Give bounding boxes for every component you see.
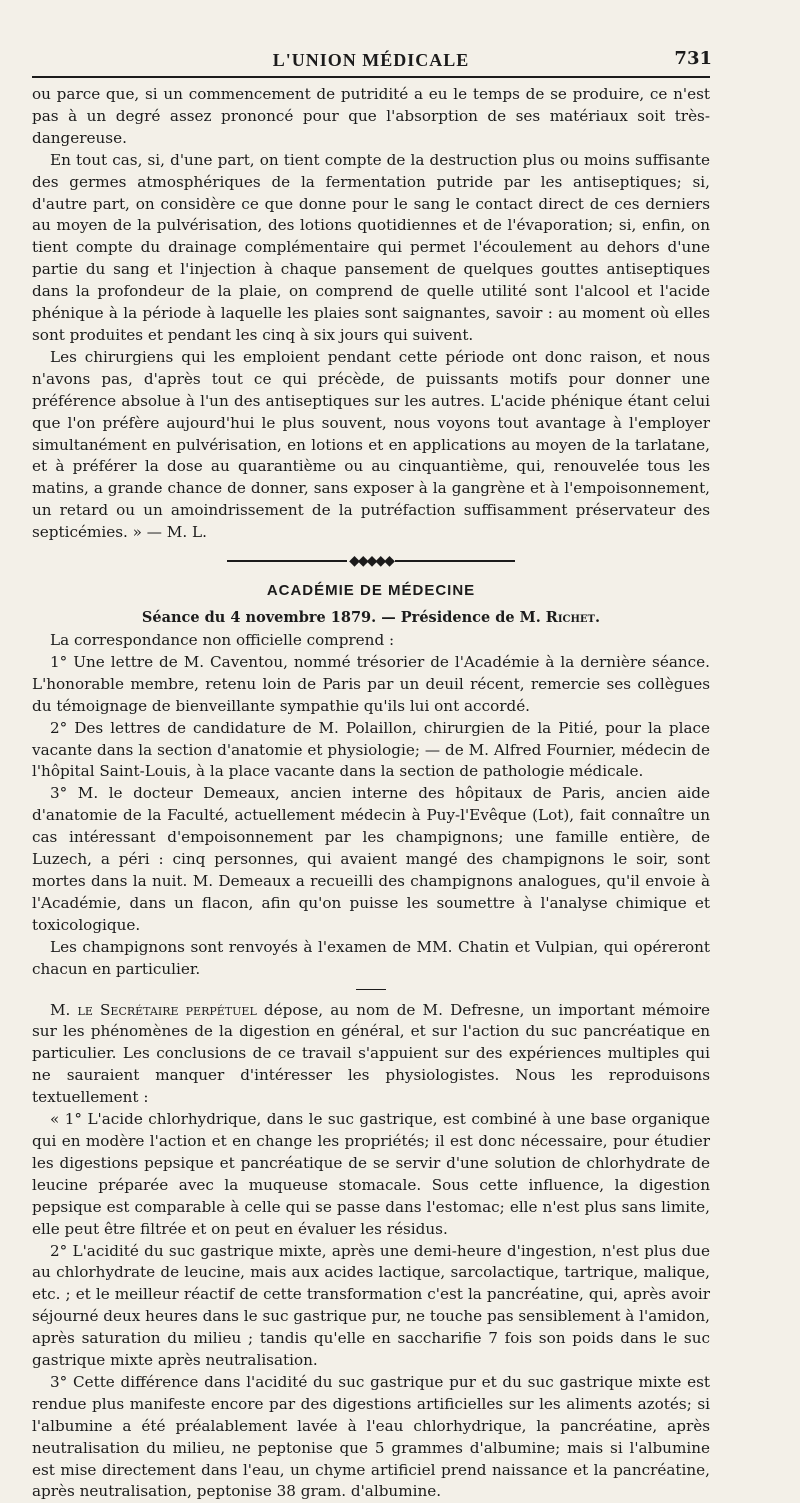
paragraph: En tout cas, si, d'une part, on tient compte de la destruction plus ou moins suffisante des germes atmosphériques de la fermentation putride par les antiseptiques; si, d'autre part, on considère ce que donne pour le sang le contact direct de ces derniers au moyen de la pulvérisation, des lotions quotidiennes et de l'évaporation; si, enfin, on tient compte du drainage complémentaire qui permet l'écoulement au dehors d'une partie du sang et l'injection à chaque pansement de quelques gouttes antiseptiques dans la profondeur de la plaie, on comprend de quelle utilité sont l'alcool et l'acide phénique à la période à laquelle les plaies sont saignantes, savoir : au moment où elles sont produites et pendant les cinq à six jours qui suivent. — [32, 150, 710, 344]
article-conclusion — [32, 84, 710, 544]
secretary-text: dépose, au nom de M. Defresne, un important mémoire sur les phénomènes de la digestion en général, et sur l'action du suc pancréatique en particulier. Les conclusions de ce travail s'appuient sur des expériences multiples qui ne sauraient manquer d'intéresser les physiologistes. Nous les reproduisons textuellement : — [32, 1000, 710, 1107]
paragraph: Les champignons sont renvoyés à l'examen de MM. Chatin et Vulpian, qui opéreront chacun en particulier. — [32, 937, 710, 978]
paragraph: 2° Des lettres de candidature de M. Polaillon, chirurgien de la Pitié, pour la place vacante dans la section d'anatomie et physiologie; — de M. Alfred Fournier, médecin de l'hôpital Saint-Louis, à la place vacante dans la section de pathologie médicale. — [32, 718, 710, 781]
page-number: 731 — [674, 48, 712, 69]
paragraph: Les chirurgiens qui les emploient pendant cette période ont donc raison, et nous n'avons pas, d'après tout ce qui précède, de puissants motifs pour donner une préférence absolue à l'un des antiseptiques sur les autres. L'acide phénique étant celui que l'on préfère aujourd'hui le plus souvent, nous voyons tout avantage à l'employer simultanément en pulvérisation, en lotions et en applications au moyen de la tarlatane, et à préférer la dose au quarantième ou au cinquantième, qui, renouvelée tous les matins, a grande chance de donner, sans exposer à la gangrène et à l'empoisonnement, un retard ou un amoindrissement de la putréfaction suffisamment préservateur des septicémies. » — M. L. — [32, 347, 710, 542]
page-header — [32, 44, 710, 72]
paragraph: 2° L'acidité du suc gastrique mixte, après une demi-heure d'ingestion, n'est plus due au chlorhydrate de leucine, mais aux acides lactique, sarcolactique, tartrique, malique, etc. ; et le meilleur réactif de cette transformation c'est la pancréatine, qui, après avoir séjourné deux heures dans le suc gastrique pur, ne touche pas sensiblement à l'amidon, après saturation du milieu ; tandis qu'elle en saccharifie 7 fois son poids dans le suc gastrique mixte après neutralisation. — [32, 1241, 710, 1370]
running-title: L'UNION MÉDICALE — [272, 50, 470, 70]
paragraph: ou parce que, si un commencement de putridité a eu le temps de se produire, ce n'est pas à un degré assez prononcé pour que l'absorption de ses matériaux soit très-dangereuse. — [32, 85, 710, 147]
paragraph: La correspondance non officielle comprend : — [50, 631, 395, 650]
ornamental-divider: ◆◆◆◆◆ — [32, 550, 710, 572]
paragraph — [32, 1000, 710, 1110]
session-president: Richet — [545, 609, 595, 627]
paragraph: 3° Cette différence dans l'acidité du suc gastrique pur et du suc gastrique mixte est rendue plus manifeste encore par des digestions artificielles sur les aliments azotés; si l'albumine a été préalablement lavée à l'eau chlorhydrique, la pancréatine, après neutralisation du milieu, ne peptonise que 5 grammes d'albumine; mais si l'albumine est mise directement dans l'eau, un chyme artificiel prend naissance et la pancréatine, après neutralisation, peptonise 38 gram. d'albumine. — [32, 1372, 710, 1501]
paragraph: 1° Une lettre de M. Caventou, nommé trésorier de l'Académie à la dernière séance. L'honorable membre, retenu loin de Paris par un deuil récent, remercie ses collègues du témoignage de bienveillante sympathie qu'ils lui ont accordé. — [32, 652, 710, 715]
small-divider — [356, 989, 386, 990]
paragraph: 3° M. le docteur Demeaux, ancien interne des hôpitaux de Paris, ancien aide d'anatomie de la Faculté, actuellement médecin à Puy-l'Evêque (Lot), fait connaître un cas intéressant d'empoisonnement par les champignons; une famille entière, de Luzech, a péri : cinq personnes, qui avaient mangé des champignons le soir, sont mortes dans la nuit. M. Demeaux a recueilli des champignons analogues, qu'il envoie à l'Académie, dans un flacon, afin qu'on puisse les soumettre à l'analyse chimique et toxicologique. — [32, 784, 710, 934]
session-line: Séance du 4 novembre 1879. — Présidence de M. Richet. — [141, 609, 601, 627]
section-title: ACADÉMIE DE MÉDECINE — [266, 582, 476, 600]
session-date: Séance du 4 novembre 1879. — Présidence de M. — [141, 609, 546, 627]
secretary-label: M. le Secrétaire perpétuel — [50, 1000, 257, 1019]
header-rule — [32, 76, 710, 78]
paragraph: « 1° L'acide chlorhydrique, dans le suc gastrique, est combiné à une base organique qui en modère l'action et en change les propriétés; il est donc nécessaire, pour étudier les digestions pepsique et pancréatique de se servir d'une solution de chlorhydrate de leucine préparée avec la muqueuse stomacale. Sous cette influence, la digestion pepsique est comparable à celle qui se passe dans l'estomac; elle n'est plus sans limite, elle peut être filtrée et on peut en évaluer les résidus. — [32, 1110, 710, 1238]
